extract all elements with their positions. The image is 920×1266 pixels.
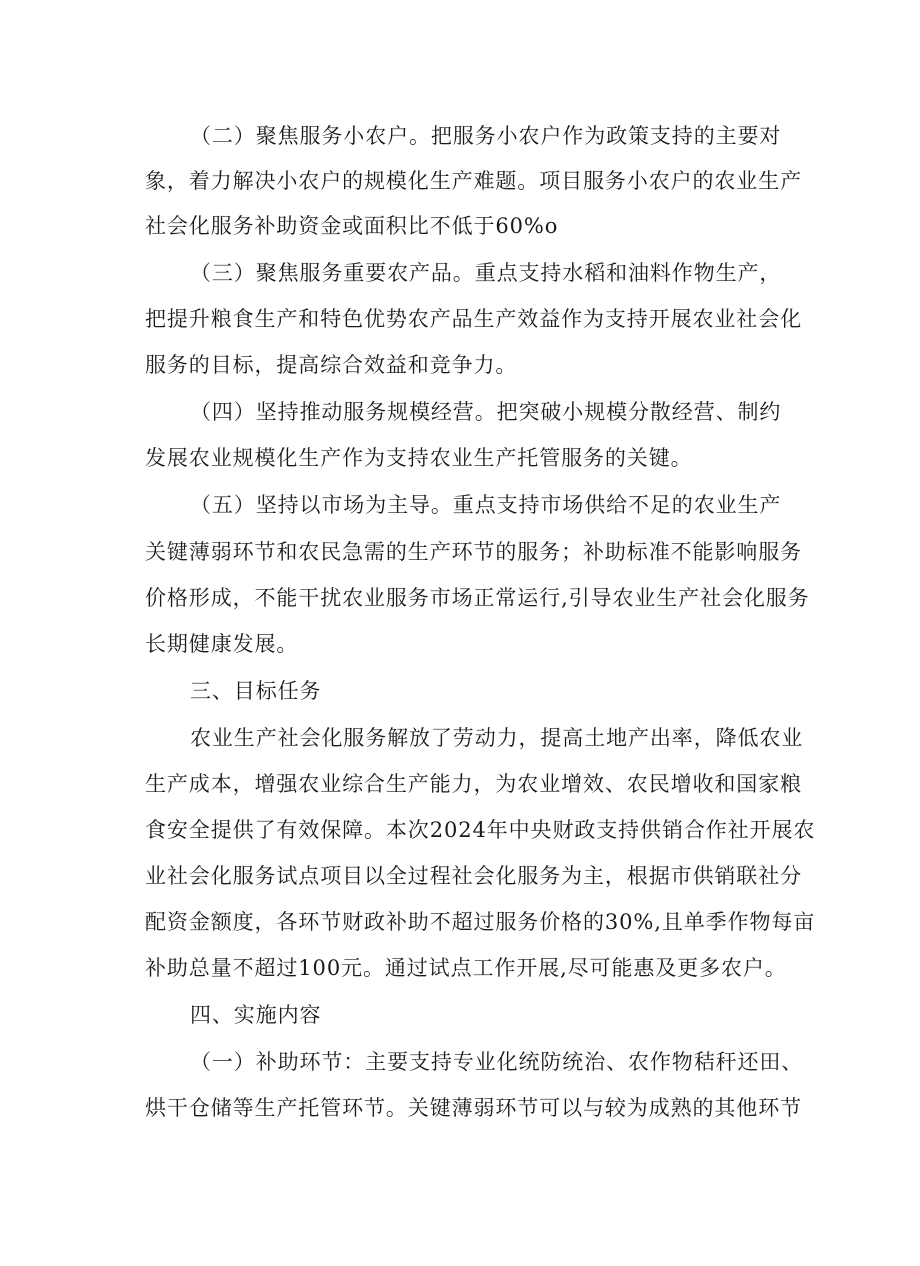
goals-paragraph-line-4: 业社会化服务试点项目以全过程社会化服务为主，根据市供销联社分 — [145, 864, 802, 888]
paragraph-3-line-3: 服务的目标，提高综合效益和竞争力。 — [145, 353, 518, 377]
paragraph-2-line-3: 社会化服务补助资金或面积比不低于60%o — [145, 214, 559, 238]
paragraph-4-line-2: 发展农业规模化生产作为支持农业生产托管服务的关键。 — [145, 446, 693, 470]
paragraph-3-line-1: （三）聚焦服务重要农产品。重点支持水稻和油料作物生产， — [190, 261, 782, 285]
paragraph-5-line-1: （五）坚持以市场为主导。重点支持市场供给不足的农业生产 — [190, 493, 782, 517]
implementation-paragraph-line-2: 烘干仓储等生产托管环节。关键薄弱环节可以与较为成熟的其他环节 — [145, 1096, 802, 1120]
implementation-paragraph-line-1: （一）补助环节：主要支持专业化统防统治、农作物秸秆还田、 — [190, 1050, 804, 1074]
paragraph-2-line-2: 象，着力解决小农户的规模化生产难题。项目服务小农户的农业生产 — [145, 169, 802, 193]
goals-paragraph-line-6: 补助总量不超过100元。通过试点工作开展,尽可能惠及更多农户。 — [145, 956, 787, 980]
paragraph-2-line-1: （二）聚焦服务小农户。把服务小农户作为政策支持的主要对 — [190, 124, 782, 148]
goals-paragraph-line-2: 生产成本，增强农业综合生产能力，为农业增效、农民增收和国家粮 — [145, 772, 802, 796]
paragraph-5-line-4: 长期健康发展。 — [145, 632, 299, 656]
goals-paragraph-line-3: 食安全提供了有效保障。本次2024年中央财政支持供销合作社开展农 — [145, 818, 816, 842]
paragraph-5-line-2: 关键薄弱环节和农民急需的生产环节的服务；补助标准不能影响服务 — [145, 540, 802, 564]
paragraph-5-line-3: 价格形成，不能干扰农业服务市场正常运行,引导农业生产社会化服务 — [145, 586, 810, 610]
section-heading-implementation: 四、实施内容 — [190, 1003, 322, 1027]
section-heading-goals: 三、目标任务 — [190, 679, 322, 703]
goals-paragraph-line-5: 配资金额度，各环节财政补助不超过服务价格的30%,且单季作物每亩 — [145, 910, 816, 934]
paragraph-3-line-2: 把提升粮食生产和特色优势农产品生产效益作为支持开展农业社会化 — [145, 307, 802, 331]
goals-paragraph-line-1: 农业生产社会化服务解放了劳动力，提高土地产出率，降低农业 — [190, 726, 804, 750]
paragraph-4-line-1: （四）坚持推动服务规模经营。把突破小规模分散经营、制约 — [190, 400, 782, 424]
